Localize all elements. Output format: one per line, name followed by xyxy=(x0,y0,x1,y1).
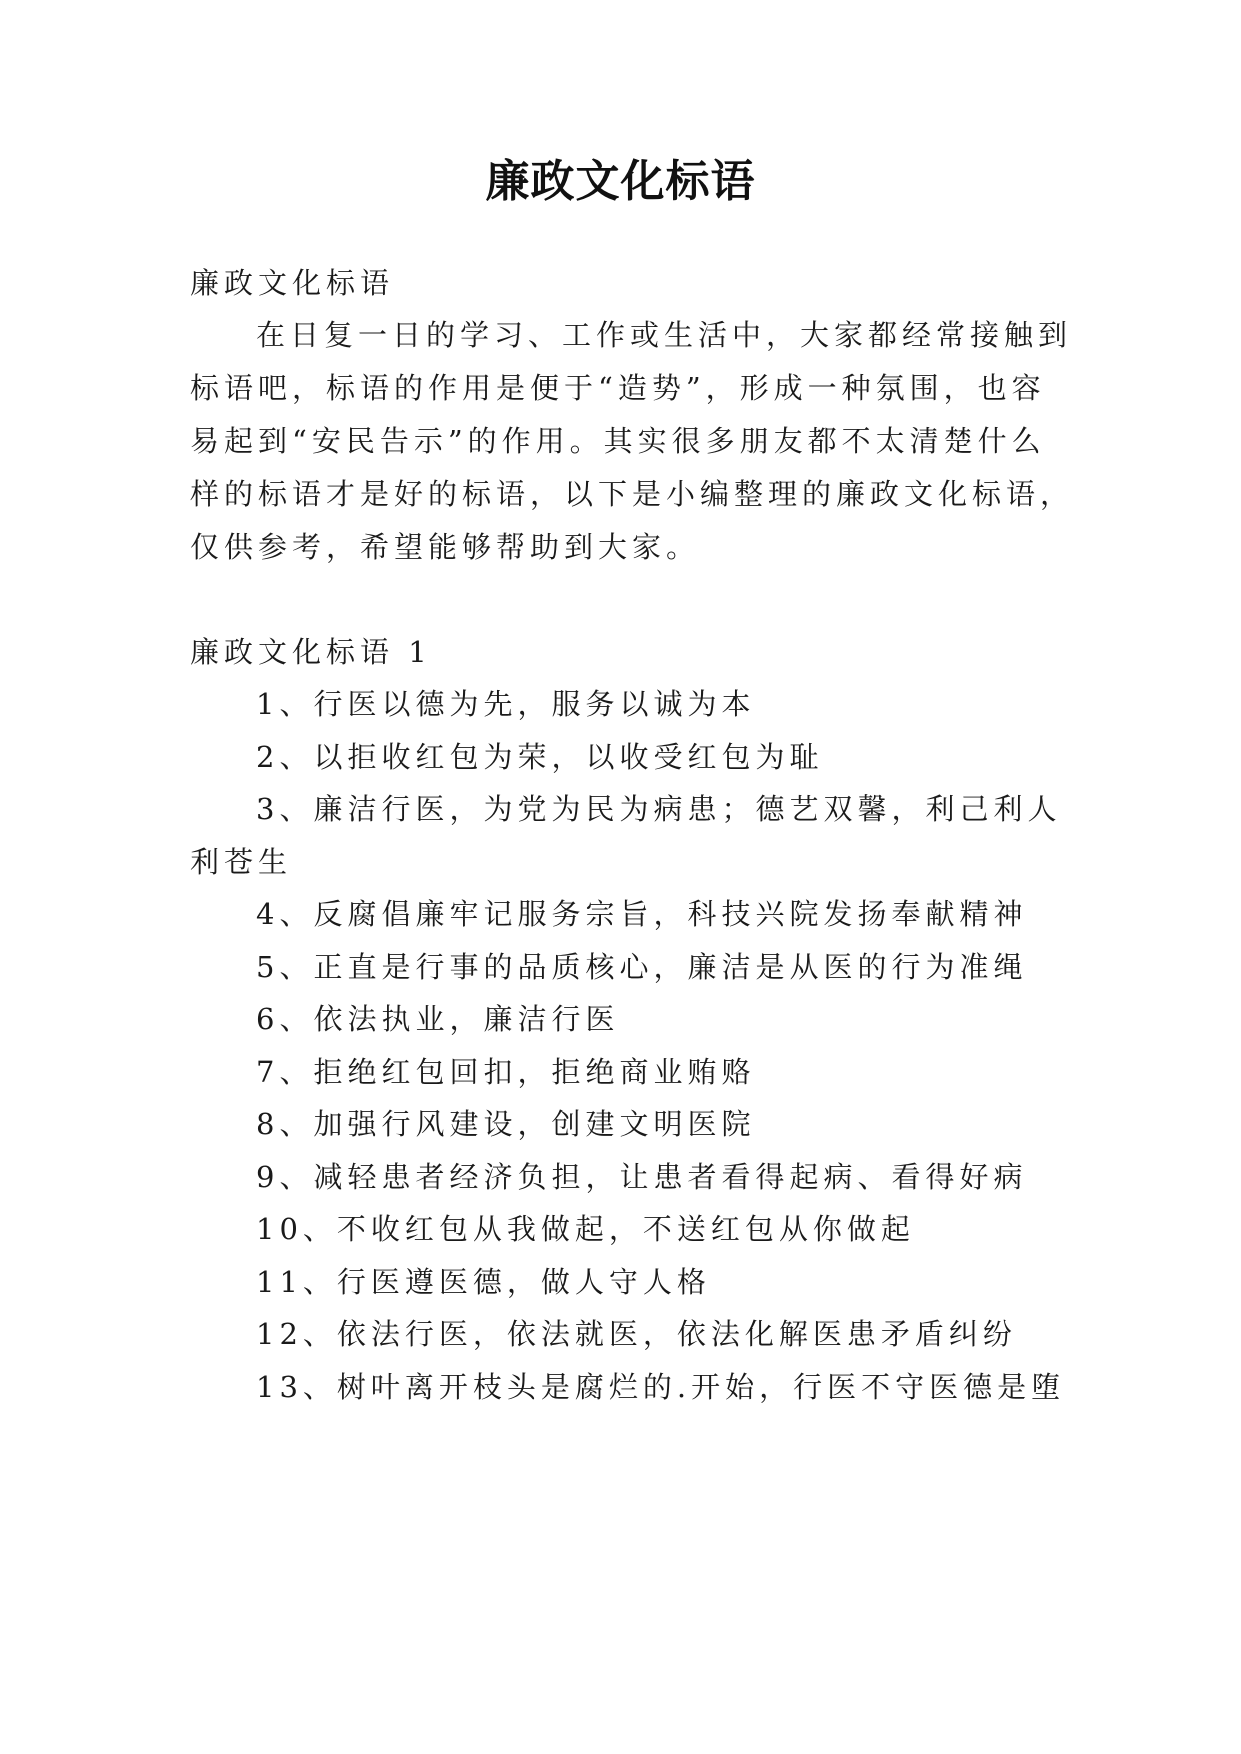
intro-line: 标语吧，标语的作用是便于“造势”，形成一种氛围，也容 xyxy=(190,371,1046,405)
intro-heading: 廉政文化标语 xyxy=(190,266,395,300)
intro-line: 在日复一日的学习、工作或生活中，大家都经常接触到 xyxy=(256,318,1073,352)
list-item: 1、行医以德为先，服务以诚为本 xyxy=(256,687,756,721)
list-item: 12、依法行医，依法就医，依法化解医患矛盾纠纷 xyxy=(256,1317,1017,1351)
intro-line: 易起到“安民告示”的作用。其实很多朋友都不太清楚什么 xyxy=(190,424,1046,458)
list-item: 10、不收红包从我做起，不送红包从你做起 xyxy=(256,1212,915,1246)
list-item: 8、加强行风建设，创建文明医院 xyxy=(256,1107,756,1141)
list-item: 6、依法执业，廉洁行医 xyxy=(256,1002,620,1036)
document-title: 廉政文化标语 xyxy=(485,156,756,207)
list-item: 11、行医遵医德，做人守人格 xyxy=(256,1265,711,1299)
list-item: 5、正直是行事的品质核心，廉洁是从医的行为准绳 xyxy=(256,950,1028,984)
list-item: 3、廉洁行医，为党为民为病患；德艺双馨，利己利人 xyxy=(256,792,1062,826)
list-item-continuation: 利苍生 xyxy=(190,845,293,879)
list-item: 7、拒绝红包回扣，拒绝商业贿赂 xyxy=(256,1055,756,1089)
list-item: 13、树叶离开枝头是腐烂的.开始，行医不守医德是堕 xyxy=(256,1370,1066,1404)
list-item: 4、反腐倡廉牢记服务宗旨，科技兴院发扬奉献精神 xyxy=(256,897,1028,931)
intro-line: 仅供参考，希望能够帮助到大家。 xyxy=(190,530,701,564)
section-heading: 廉政文化标语 1 xyxy=(190,635,432,669)
list-item: 2、以拒收红包为荣，以收受红包为耻 xyxy=(256,740,824,774)
intro-line: 样的标语才是好的标语，以下是小编整理的廉政文化标语， xyxy=(190,477,1075,511)
list-item: 9、减轻患者经济负担，让患者看得起病、看得好病 xyxy=(256,1160,1028,1194)
